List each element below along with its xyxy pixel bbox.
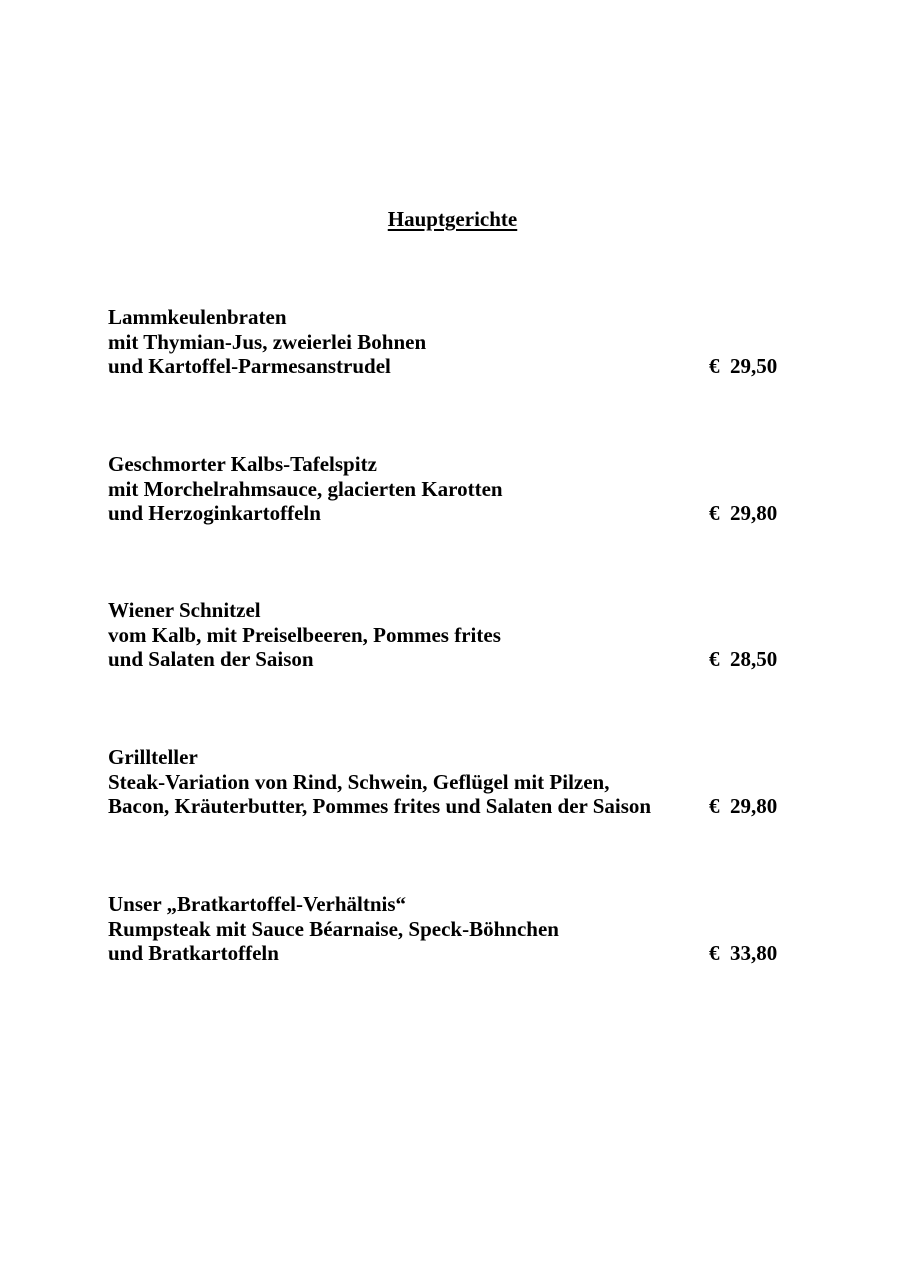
dish-price: € 29,80 (709, 794, 778, 818)
dish-price: € 29,80 (709, 501, 778, 525)
dish-price: € 33,80 (709, 941, 778, 965)
menu-item-grillteller (108, 745, 788, 819)
dish-description-line: Steak-Variation von Rind, Schwein, Geflügel mit Pilzen, (108, 769, 610, 794)
dish-description-line: und Kartoffel-Parmesanstrudel (108, 354, 391, 378)
dish-description-line: vom Kalb, mit Preiselbeeren, Pommes frites (108, 622, 501, 647)
menu-item-bratkartoffel-verhaeltnis (108, 892, 788, 966)
dish-description-line: mit Thymian-Jus, zweierlei Bohnen (108, 329, 427, 354)
dish-name: Grillteller (108, 745, 198, 769)
dish-name: Geschmorter Kalbs-Tafelspitz (108, 452, 377, 476)
dish-description-line: mit Morchelrahmsauce, glacierten Karotten (108, 476, 503, 501)
dish-description-line: Rumpsteak mit Sauce Béarnaise, Speck-Böhnchen (108, 916, 559, 941)
dish-name: Wiener Schnitzel (108, 598, 261, 622)
menu-item-kalbs-tafelspitz (108, 452, 788, 526)
dish-name: Lammkeulenbraten (108, 305, 287, 329)
dish-price: € 28,50 (709, 647, 778, 671)
menu-item-wiener-schnitzel (108, 598, 788, 672)
dish-description-line: und Salaten der Saison (108, 647, 314, 671)
dish-description-line: und Herzoginkartoffeln (108, 501, 321, 525)
menu-item-lammkeulenbraten (108, 305, 788, 379)
dish-name: Unser „Bratkartoffel-Verhältnis“ (108, 892, 407, 916)
page-title: Hauptgerichte (387, 207, 518, 231)
dish-price: € 29,50 (709, 354, 778, 378)
dish-description-line: Bacon, Kräuterbutter, Pommes frites und Salaten der Saison (108, 794, 652, 818)
dish-description-line: und Bratkartoffeln (108, 941, 279, 965)
